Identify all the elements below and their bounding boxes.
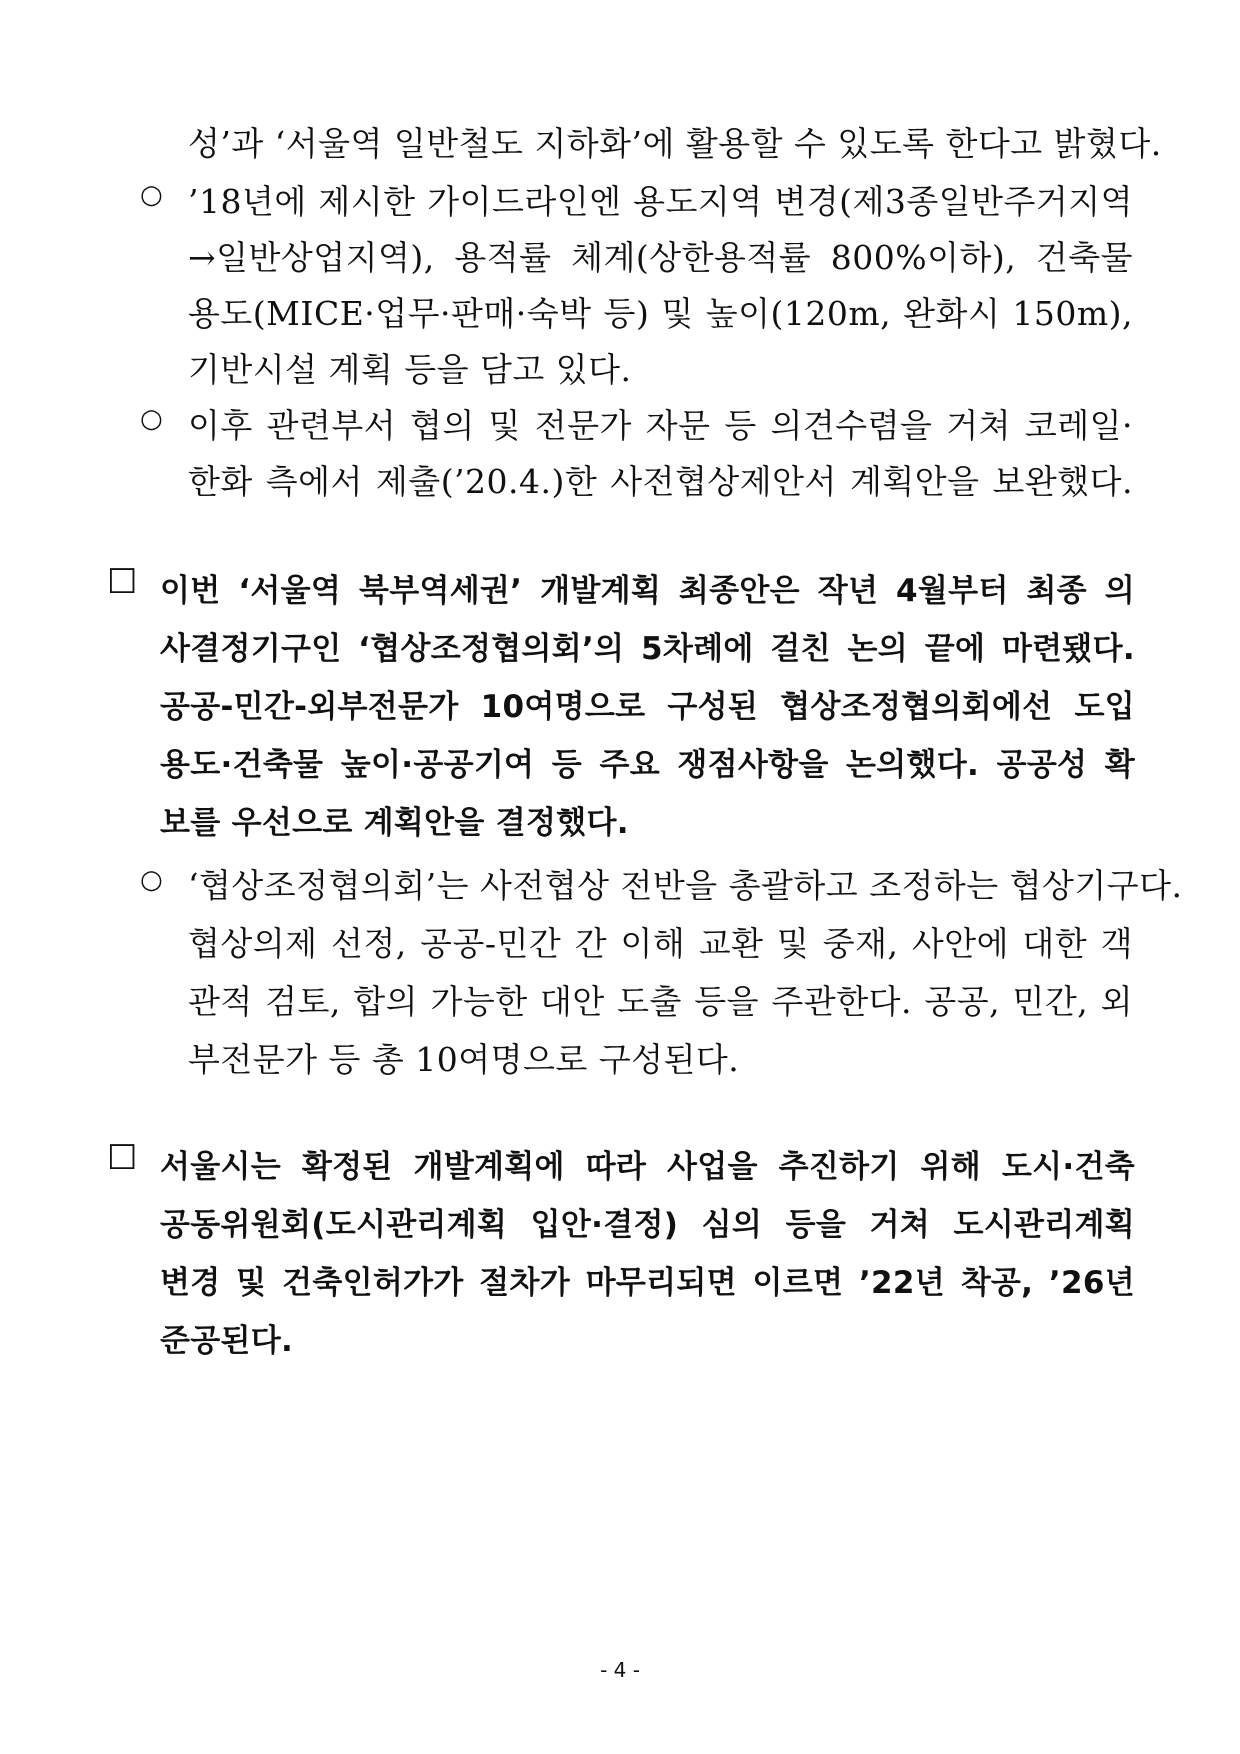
text-line: 보를 우선으로 계획안을 결정했다. <box>160 805 629 841</box>
text-line: 용도·건축물 높이·공공기여 등 주요 쟁점사항을 논의했다. 공공성 확 <box>160 747 1135 783</box>
checkbox-bullet-marker: ☐ <box>107 562 138 602</box>
text-line: ’18년에 제시한 가이드라인엔 용도지역 변경(제3종일반주거지역 <box>188 182 1133 221</box>
circle-bullet-marker: ○ <box>140 180 164 210</box>
text-line: 공동위원회(도시관리계획 입안·결정) 심의 등을 거쳐 도시관리계획 <box>160 1207 1135 1243</box>
text-line: 관적 검토, 합의 가능한 대안 도출 등을 주관한다. 공공, 민간, 외 <box>188 982 1133 1021</box>
text-line: 협상의제 선정, 공공-민간 간 이해 교환 및 중재, 사안에 대한 객 <box>188 924 1133 963</box>
circle-bullet-marker: ○ <box>140 865 164 895</box>
text-line: 사결정기구인 ‘협상조정협의회’의 5차례에 걸친 논의 끝에 마련됐다. <box>160 631 1135 667</box>
circle-bullet-marker: ○ <box>140 404 164 434</box>
checkbox-bullet-marker: ☐ <box>107 1138 138 1178</box>
text-line: →일반상업지역), 용적률 체계(상한용적률 800%이하), 건축물 <box>188 238 1133 277</box>
text-line: 이번 ‘서울역 북부역세권’ 개발계획 최종안은 작년 4월부터 최종 의 <box>160 573 1135 609</box>
page-number: - 4 - <box>600 1658 640 1682</box>
text-line: 변경 및 건축인허가가 절차가 마무리되면 이르면 ’22년 착공, ’26년 <box>160 1265 1135 1301</box>
text-line: 부전문가 등 총 10여명으로 구성된다. <box>188 1040 740 1079</box>
text-line: 공공-민간-외부전문가 10여명으로 구성된 협상조정협의회에선 도입 <box>160 689 1135 725</box>
text-line: 성’과 ‘서울역 일반철도 지하화’에 활용할 수 있도록 한다고 밝혔다. <box>188 124 1162 163</box>
text-line: 준공된다. <box>160 1323 294 1359</box>
text-line: 용도(MICE·업무·판매·숙박 등) 및 높이(120m, 완화시 150m), <box>188 294 1133 333</box>
text-line: 한화 측에서 제출(’20.4.)한 사전협상제안서 계획안을 보완했다. <box>188 462 1133 501</box>
text-line: 서울시는 확정된 개발계획에 따라 사업을 추진하기 위해 도시·건축 <box>160 1149 1135 1185</box>
text-line: 기반시설 계획 등을 담고 있다. <box>188 350 632 389</box>
text-line: 이후 관련부서 협의 및 전문가 자문 등 의견수렴을 거쳐 코레일· <box>188 406 1133 445</box>
text-line: ‘협상조정협의회’는 사전협상 전반을 총괄하고 조정하는 협상기구다. <box>188 866 1183 905</box>
